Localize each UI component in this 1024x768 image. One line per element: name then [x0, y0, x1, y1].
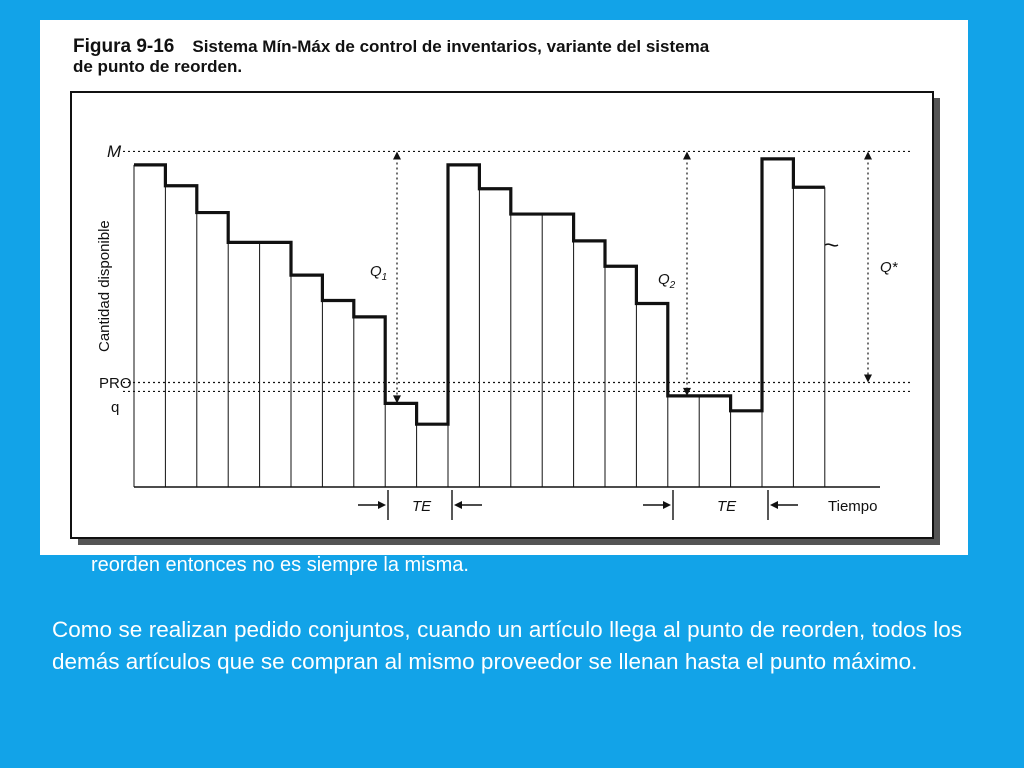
- order-label-qstar: Q*: [880, 259, 898, 276]
- x-axis-label: Tiempo: [828, 498, 878, 515]
- partially-hidden-caption-text: reorden entonces no es siempre la misma.: [91, 554, 469, 576]
- figure-panel: [40, 20, 968, 555]
- ref-label-pro: PRO: [99, 375, 132, 392]
- body-paragraph: Como se realizan pedido conjuntos, cuando un artículo llega al punto de reorden, todos los demás artículos que se compran al mismo proveedor se llenan hasta el punto máximo.: [52, 617, 962, 674]
- order-label-q1: $Q_1$: [370, 263, 388, 283]
- figure-number: Figura 9-16: [73, 36, 175, 57]
- ref-label-q: q: [111, 399, 120, 416]
- lead-time-label-2: TE: [717, 498, 737, 515]
- y-axis-label: Cantidad disponible: [96, 220, 113, 352]
- order-label-q2: $Q_2$: [658, 271, 676, 291]
- inventory-chart: [40, 20, 968, 555]
- lead-time-label-1: TE: [412, 498, 432, 515]
- ref-label-m: M: [107, 142, 122, 161]
- partially-hidden-caption: [91, 552, 591, 577]
- figure-caption-line1: Sistema Mín-Máx de control de inventarios, variante del sistema: [192, 37, 710, 56]
- figure-caption-line2: de punto de reorden.: [73, 57, 243, 76]
- chart-frame: [71, 92, 933, 538]
